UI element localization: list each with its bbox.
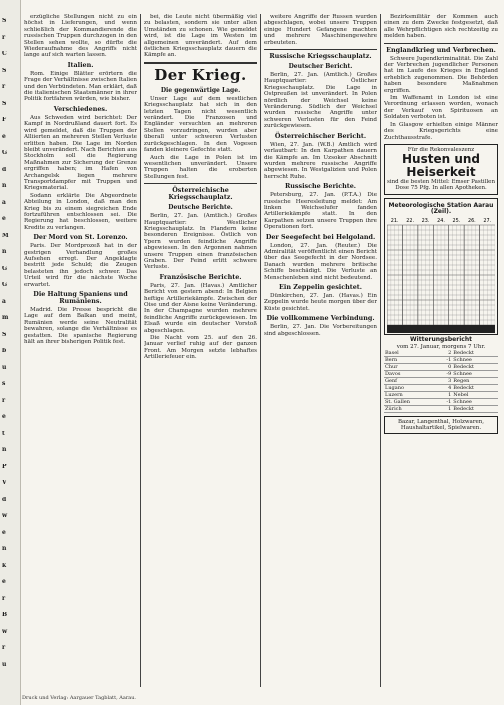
gutter-letter: e [2, 414, 6, 420]
gutter-letter: u [2, 661, 7, 668]
weather-row [384, 405, 498, 412]
gutter-letter: d [2, 166, 7, 173]
col2-paragraph: Die Nacht vom 25. auf den 26. Januar verlief ruhig auf der ganzen Front. Am Morgen setzte lebhaftes Artilleriefeuer ein. [144, 335, 257, 361]
ad-brand: Husten und Heiserkeit [402, 152, 480, 180]
weather-row [384, 370, 498, 377]
divider [384, 43, 498, 44]
weather-row [384, 391, 498, 398]
divider [264, 49, 377, 50]
col3-heading-verbindung: Die vollkommene Verbindung. [266, 314, 375, 323]
gutter-letter: r [2, 645, 6, 651]
col2-paragraph: Paris, 27. Jan. (Havas.) Amtlicher Bericht von gestern abend: In Belgien heftige Artilleriekämpfe. Zwischen der Oise und der Aisne keine Veränderung. In der Champagne wurden mehrere feindliche Angriffe zurückgewiesen. Im Elsaß wurde ein deutscher Vorstoß abgeschlagen. [144, 282, 257, 334]
gutter-letter: e [2, 529, 6, 536]
gutter-letter: G [2, 265, 8, 272]
meteo-base-bar [387, 325, 495, 333]
weather-condition: Bedeckt [452, 384, 498, 391]
col1-paragraph: Rom. Einige Blätter erörtern die Frage der Verhältnisse zwischen Italien und den Verbündeten. Man erklärt, daß die italienischen Staatsmänner in ihrer Politik fortfahren würden, wie bisher. [24, 70, 137, 103]
col4-paragraph: Schwere Jugendkriminalität. Die Zahl der Verbrechen jugendlicher Personen hat im Laufe des Krieges in England erheblich zugenommen. Die Behörden haben besondere Maßnahmen ergriffen. [384, 55, 498, 94]
weather-row [384, 384, 498, 391]
col3-subheading: Deutscher Bericht. [288, 63, 353, 71]
weather-condition: Bedeckt [452, 405, 498, 412]
ad-line: sind die besten Mittel: Emser Pastillen [387, 179, 495, 186]
col3-paragraph: Dünkirchen, 27. Jan. (Havas.) Ein Zeppelin wurde heute morgen über der Küste gesichtet. [264, 293, 377, 312]
column-rule [140, 14, 141, 687]
col4-paragraph: Im Waffenamt in London ist eine Verordnung erlassen worden, wonach der Verkauf von Spirituosen an Soldaten verboten ist. [384, 95, 498, 121]
col2-heading-franzoesisch: Französische Berichte. [159, 272, 242, 281]
divider [144, 183, 257, 184]
weather-temperature: 3 [438, 377, 452, 384]
weather-station: Bern [384, 356, 438, 363]
weather-condition: Bedeckt [452, 350, 498, 357]
meteo-day-label: 26. [467, 218, 476, 225]
gutter-letter: e [2, 579, 6, 585]
weather-temperature: 1 [438, 391, 452, 398]
weather-condition: Regen [452, 377, 498, 384]
weather-temperature: 4 [438, 384, 452, 391]
gutter-letter: w [2, 628, 8, 635]
meteo-grid [387, 215, 495, 333]
advertisement-bottom [384, 416, 498, 434]
ad-prefix: Für die Rekonvaleszenz [407, 146, 475, 153]
col1-paragraph: Madrid. Die Presse bespricht die Lage auf dem Balkan und meint, Rumänien werde seine Neutralität bewahren, solange die Verhältnisse es gestatten. Die spanische Regierung hält an ihrer bisherigen Politik fest. [24, 307, 137, 346]
weather-report-subtitle: vom 27. Januar, morgens 7 Uhr. [396, 343, 486, 350]
weather-station: Davos [384, 370, 438, 377]
ad-line: Bazar, Langenthal, Holzwaren, Haushaltartikel, Spielwaren. [397, 418, 485, 432]
gutter-letter: m [2, 315, 9, 321]
col3-paragraph: Berlin, 27. Jan. Die Vorbereitungen sind abgeschlossen. [264, 324, 377, 337]
column-2 [144, 14, 257, 687]
gutter-letter: a [2, 199, 6, 206]
weather-condition: Schnee [452, 370, 498, 377]
weather-report-title: Witterungsbericht [410, 336, 472, 344]
col2-paragraph: Auch die Lage in Polen ist im wesentlichen unverändert. Unsere Truppen halten die eroberten Stellungen fest. [144, 154, 257, 180]
gutter-letter: r [2, 595, 6, 602]
left-gutter-fragment [0, 0, 21, 705]
weather-temperature: 1 [438, 405, 452, 412]
col1-paragraph: Paris. Der Mordprozeß hat in der gestrigen Verhandlung großes Aufsehen erregt. Der Angeklagte bestritt jede Schuld; die Zeugen belasteten ihn jedoch schwer. Das Urteil wird für die nächste Woche erwartet. [24, 243, 137, 288]
gutter-letter: b [2, 348, 7, 354]
weather-station: Luzern [384, 391, 438, 398]
weather-station: St. Gallen [384, 398, 438, 405]
col3-heading-russische-berichte: Russische Berichte. [284, 182, 357, 191]
ad-line: Dose 75 Pfg. In allen Apotheken. [395, 185, 487, 192]
col2-paragraph: Berlin, 27. Jan. (Amtlich.) Großes Hauptquartier: Westlicher Kriegsschauplatz. In Flandern keine besonderen Ereignisse. Östlich von Ypern wurden feindliche Angriffe abgewiesen. In den Argonnen nahmen unsere Truppen einen französischen Graben. Der Feind erlitt schwere Verluste. [144, 213, 257, 271]
col3-paragraph: London, 27. Jan. (Reuter.) Die Admiralität veröffentlicht einen Bericht über das Seegefecht in der Nordsee. Danach wurden mehrere britische Schiffe beschädigt. Die Verluste an Menschenleben sind nicht bedeutend. [264, 242, 377, 281]
gutter-letter: n [2, 249, 7, 255]
gutter-letter: F [2, 117, 7, 123]
weather-station: Chur [384, 363, 438, 370]
gutter-letter: w [2, 513, 8, 519]
col3-paragraph: Berlin, 27. Jan. (Amtlich.) Großes Hauptquartier: Östlicher Kriegsschauplatz. Die Lage in Ostpreußen ist unverändert. In Polen nördlich der Weichsel keine Veränderung. Südlich der Weichsel wurden russische Angriffe unter schweren Verlusten für den Feind zurückgewiesen. [264, 72, 377, 130]
weather-condition: Nebel [452, 391, 498, 398]
col1-paragraph: Aus Schweden wird berichtet: Der Kampf in Nordrußland dauert fort. Es wird gemeldet, daß die Truppen der Alliierten an mehreren Stellen Verluste erlitten haben. Die Lage im Norden bleibt unverändert. Nach Berichten aus Stockholm soll die Regierung Maßnahmen zur Sicherung der Grenze ergriffen haben; im Hafen von Archangelsk liegen mehrere Transportdampfer mit Truppen und Kriegsmaterial. [24, 114, 137, 192]
meteo-day-label: 25. [452, 218, 461, 225]
weather-condition: Schnee [452, 398, 498, 405]
weather-station: Zürich [384, 405, 438, 412]
col1-heading-haltung: Die Haltung Spaniens und Rumäniens. [33, 290, 128, 306]
gutter-letter: B [2, 612, 8, 618]
meteo-title: Meteorologische Station Aarau (Zeil). [388, 201, 494, 215]
gutter-letter: e [2, 216, 6, 222]
gutter-letter: S [2, 331, 7, 338]
col3-paragraph: Petersburg, 27. Jan. (P.T.A.) Die russische Heeresleitung meldet: Am linken Weichselufer fanden Artilleriekämpfe statt. In den Karpathen setzen unsere Truppen ihre Operationen fort. [264, 192, 377, 231]
col3-heading-oesterreich: Österreichischer Bericht. [274, 131, 367, 140]
gutter-letter: r [2, 34, 6, 41]
gutter-letter: r [2, 84, 6, 90]
col1-paragraph: erzügliche Stellungen nicht zu ein höchst in Lieferungen, und wenn schließlich der Kommandierende die russischen Truppen durchzogen in den Stellen sehen wollte, so dürfte die Wiederaufnahme des Angriffs nicht lange auf sich warten lassen. [24, 14, 137, 59]
gutter-letter: V [2, 480, 7, 486]
gutter-letter: s [2, 381, 6, 387]
col2-subheading: Deutsche Berichte. [168, 204, 233, 212]
gutter-letter: r [2, 397, 6, 404]
gutter-letter: P [2, 463, 7, 470]
col1-heading-mord: Der Mord von St. Lorenzo. [33, 233, 128, 242]
meteorological-chart [384, 198, 498, 336]
meteo-day-label: 27. [483, 218, 492, 225]
col2-paragraph: Unser Lage auf dem westlichen Kriegsschauplatz hat sich in den letzten Tagen nicht wesentlich verändert. Die Franzosen und Engländer versuchten an mehreren Stellen vorzudringen, wurden aber überall unter schweren Verlusten zurückgeschlagen. In den Vogesen fanden kleinere Gefechte statt. [144, 95, 257, 154]
col4-heading-england: Englandkrieg und Verbrechen. [386, 45, 496, 54]
section-title-der-krieg: Der Krieg. [154, 65, 247, 84]
col3-heading-russisch: Russische Kriegsschauplatz. [269, 52, 372, 61]
weather-row [384, 377, 498, 384]
weather-station: Genf [384, 377, 438, 384]
weather-row [384, 363, 498, 370]
weather-condition: Schnee [452, 356, 498, 363]
col1-heading-verschiedenes: Verschiedenes. [53, 104, 108, 113]
column-rule [260, 14, 261, 687]
column-1 [24, 14, 137, 687]
gutter-letter: n [2, 183, 7, 189]
col2-heading-kriegsschauplatz: Österreichische Kriegsschauplatz. [168, 186, 233, 202]
col3-heading-seegefecht: Der Seegefecht bei Helgoland. [265, 232, 376, 241]
col4-paragraph: In Glasgow erhielten einige Männer des Kriegsgerichts eine Zuchthausstrafe. [384, 121, 498, 141]
page-footer: Druck und Verlag: Aargauer Tagblatt, Aarau. [22, 695, 137, 701]
section-subtitle: Die gegenwärtige Lage. [160, 86, 241, 94]
gutter-letter: S [2, 100, 7, 107]
weather-temperature: -9 [438, 370, 452, 377]
weather-temperature: 0 [438, 363, 452, 370]
gutter-letter: d [2, 496, 7, 503]
meteo-day-label: 21. [390, 218, 399, 225]
gutter-letter: S [2, 18, 7, 24]
gutter-letter: S [2, 67, 7, 74]
col3-heading-zeppelin: Ein Zeppelin gesichtet. [279, 283, 362, 291]
gutter-letter: n [2, 546, 7, 552]
gutter-letter: a [2, 298, 6, 305]
weather-temperature: -1 [438, 356, 452, 363]
col3-paragraph: weitere Angriffe der Russen wurden abgeschlagen, wobei unsere Truppen einige Hundert Gefangene machten und mehrere Maschinengewehre erbeuteten. [264, 14, 377, 46]
gutter-letter: C [2, 51, 7, 57]
divider [144, 62, 257, 64]
col2-paragraph: bei, die Leute nicht übermäßig viel zu belasten, sondern sie unter allen Umständen zu schonen. Wie gemeldet wird, ist die Lage im Westen im allgemeinen unverändert. Auf dem östlichen Kriegsschauplatz dauern die Kämpfe an. [144, 14, 257, 59]
gutter-letter: k [2, 562, 7, 569]
advertisement-husten [384, 144, 498, 195]
col1-heading-italien: Italien. [67, 60, 94, 69]
meteo-day-label: 23. [421, 218, 430, 225]
weather-temperature: 2 [438, 350, 452, 357]
col4-paragraph: Bezirksmilitär der Kommen auch einen zu dem Zwecke festgesetzt, daß alle Wehrpflichtigen sich rechtzeitig zu melden haben. [384, 14, 498, 40]
gutter-letter: G [2, 150, 8, 156]
weather-temperature: -1 [438, 398, 452, 405]
weather-row [384, 356, 498, 363]
meteo-day-label: 24. [437, 218, 445, 225]
weather-station: Lugano [384, 384, 438, 391]
col1-paragraph: Sodann erklärte Die Abgeordnete Abteilung in London, daß man den Krieg bis zu einem siegreichen Ende fortzuführen entschlossen sei. Die Regierung hat beschlossen, weitere Kredite zu verlangen. [24, 192, 137, 231]
gutter-letter: e [2, 133, 6, 140]
col3-paragraph: Wien, 27. Jan. (W.B.) Amtlich wird verlautbart: In den Karpathen dauern die Kämpfe an. Im Uzsoker Abschnitt wurden mehrere russische Angriffe abgewiesen. In Westgalizien und Polen herrscht Ruhe. [264, 141, 377, 180]
meteo-day-label: 22. [406, 218, 415, 225]
column-rule [380, 14, 381, 687]
column-4 [384, 14, 498, 687]
weather-condition: Bedeckt [452, 363, 498, 370]
weather-row [384, 398, 498, 405]
gutter-letter: t [2, 430, 5, 437]
gutter-letter: n [2, 447, 7, 453]
weather-table [384, 350, 498, 413]
column-3 [264, 14, 377, 687]
gutter-letter: G [2, 282, 8, 288]
gutter-letter: M [2, 232, 9, 239]
weather-station: Basel [384, 350, 438, 357]
gutter-letter: u [2, 364, 7, 371]
